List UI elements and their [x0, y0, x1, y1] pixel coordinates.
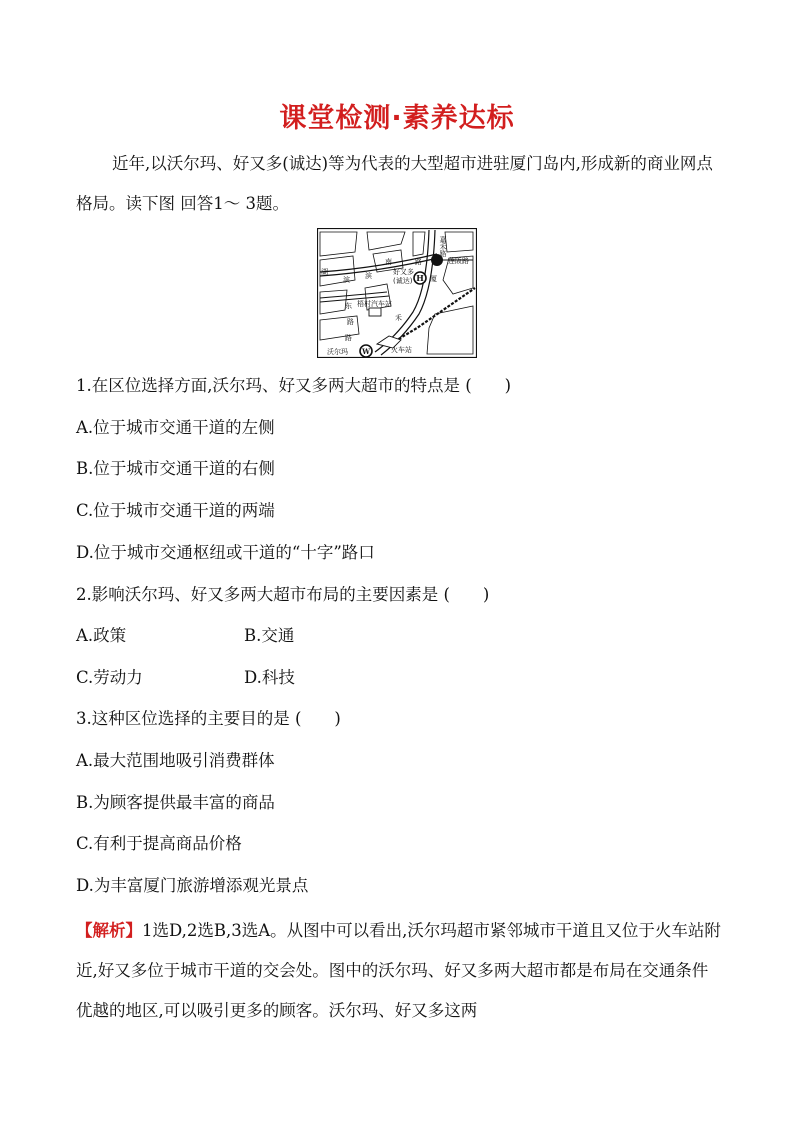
question-3-option-b: B.为顾客提供最丰富的商品: [76, 793, 275, 812]
map-label-bin-1: 滨: [343, 276, 350, 284]
map-label-lianban-road: 莲阪路: [448, 257, 469, 265]
map-label-lu-3: 路: [345, 334, 352, 342]
map-label-lu-1: 路: [415, 258, 422, 266]
analysis-paragraph: [76, 911, 724, 1031]
question-1-option-b: B.位于城市交通干道的右侧: [76, 459, 275, 478]
map-label-lu-2: 路: [347, 318, 354, 326]
map-label-bin-2: 滨: [365, 272, 372, 280]
bus-station-icon: [369, 308, 381, 316]
question-2-stem: 2.影响沃尔玛、好又多两大超市布局的主要因素是 ( ): [76, 585, 490, 604]
map-label-train-station: 火车站: [391, 346, 412, 354]
question-3-stem: 3.这种区位选择的主要目的是 ( ): [76, 709, 341, 728]
question-1-option-d: D.位于城市交通枢纽或干道的“十字”路口: [76, 543, 375, 562]
w-marker-label: W: [362, 347, 370, 356]
map-label-hu: 湖: [321, 268, 328, 276]
intro-paragraph: 近年,以沃尔玛、好又多(诚达)等为代表的大型超市进驻厦门岛内,形成新的商业网点格局。读下图 回答1～ 3题。: [76, 154, 713, 213]
map-label-xia: 厦: [430, 275, 437, 283]
question-3-option-a: A.最大范围地吸引消费群体: [76, 751, 275, 770]
question-2-option-c: C.劳动力: [76, 668, 143, 687]
h-marker-label: H: [416, 273, 424, 283]
question-2-option-a: A.政策: [76, 626, 127, 645]
analysis-tag: 【解析】: [76, 921, 142, 940]
question-2-option-d: D.科技: [244, 668, 295, 687]
question-3-option-c: C.有利于提高商品价格: [76, 834, 242, 853]
question-2-option-b: B.交通: [244, 626, 295, 645]
city-map: [317, 228, 477, 358]
map-label-jiahe-road: 嘉禾路: [439, 236, 447, 257]
map-label-chengda: (诚达): [393, 277, 413, 285]
question-1-stem: 1.在区位选择方面,沃尔玛、好又多两大超市的特点是 ( ): [76, 376, 512, 395]
question-1-option-c: C.位于城市交通干道的两端: [76, 501, 275, 520]
question-1-option-a: A.位于城市交通干道的左侧: [76, 418, 275, 437]
map-label-dong: 东: [345, 302, 352, 310]
analysis-text: 1选D,2选B,3选A。从图中可以看出,沃尔玛超市紧邻城市干道且又位于火车站附近,好又多位于城市干道的交会处。图中的沃尔玛、好又多两大超市都是布局在交通条件优越的地区,可以吸引更多的顾客。沃尔玛、好又多这两: [76, 921, 721, 1020]
map-label-haoyouduo: 好又多: [393, 268, 414, 276]
question-3-option-d: D.为丰富厦门旅游增添观光景点: [76, 876, 309, 895]
map-label-walmart: 沃尔玛: [327, 348, 348, 356]
map-label-he: 禾: [395, 314, 402, 322]
map-label-nan: 南: [385, 258, 392, 266]
map-label-bus-station: 梧村汽车站: [357, 300, 392, 308]
page-title: 课堂检测·素养达标: [279, 103, 515, 134]
